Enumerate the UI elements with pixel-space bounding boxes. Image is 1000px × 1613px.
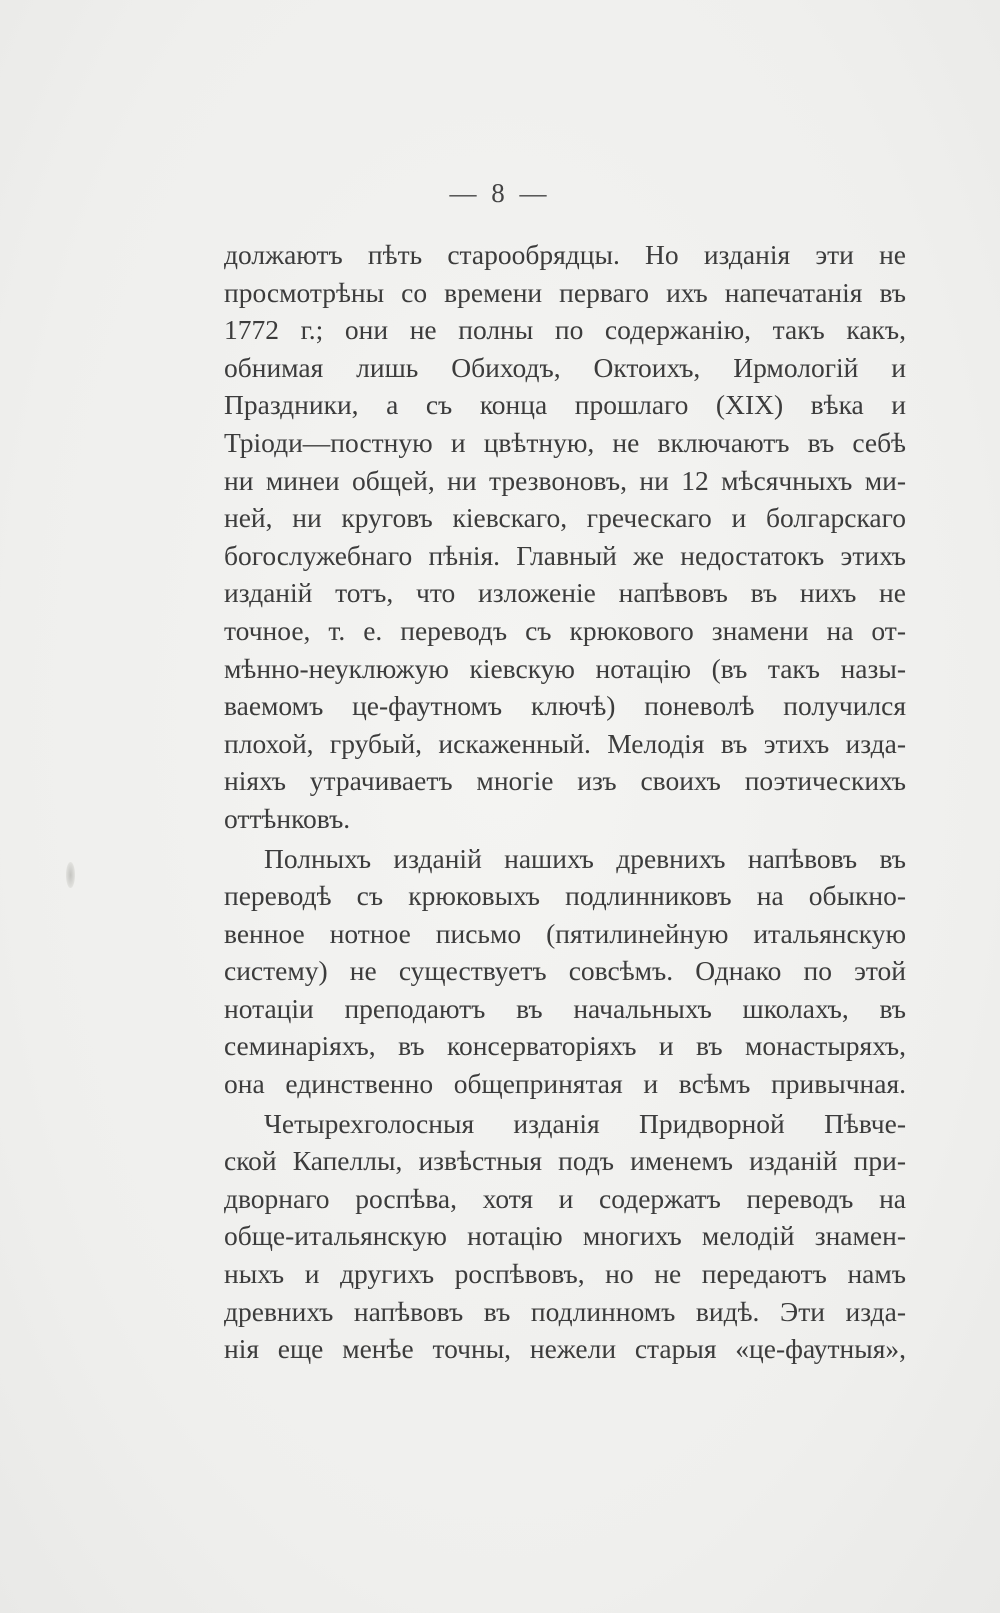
text-line: Праздники, а съ конца прошлаго (XIX) вѣка и	[224, 389, 906, 421]
text-line: Тріоди—постную и цвѣтную, не включаютъ въ себѣ	[224, 426, 906, 458]
text-line: ской Капеллы, извѣстныя подъ именемъ изданій при-	[224, 1145, 906, 1177]
text-line: 1772 г.; они не полны по содержанію, такъ какъ,	[224, 314, 906, 346]
text-line: просмотрѣны со времени перваго ихъ напечатанія въ	[224, 276, 906, 308]
text-line: систему) не существуетъ совсѣмъ. Однако по этой	[224, 955, 906, 987]
body-text	[224, 236, 906, 1368]
text-line: нія еще менѣе точны, нежели старыя «це-фаутныя»,	[224, 1333, 906, 1365]
text-line: мѣнно-неуклюжую кіевскую нотацію (въ такъ назы-	[224, 652, 906, 684]
text-line: должаютъ пѣть старообрядцы. Но изданія эти не	[224, 239, 906, 270]
text-line: обнимая лишь Обиходъ, Октоихъ, Ирмологій и	[224, 351, 906, 383]
text-line: семинаріяхъ, въ консерваторіяхъ и въ монастыряхъ,	[224, 1030, 906, 1062]
text-line: оттѣнковъ.	[224, 802, 351, 834]
page-number: — 8 —	[449, 178, 551, 208]
text-line: ныхъ и другихъ роспѣвовъ, но не передаютъ намъ	[224, 1258, 906, 1290]
text-line: плохой, грубый, искаженный. Мелодія въ этихъ изда-	[224, 727, 906, 759]
text-line: она единственно общепринятая и всѣмъ привычная.	[224, 1068, 906, 1100]
text-line: переводѣ съ крюковыхъ подлинниковъ на обыкно-	[224, 880, 906, 912]
text-line: ней, ни круговъ кіевскаго, греческаго и болгарскаго	[224, 502, 906, 534]
paragraph-1	[224, 236, 906, 838]
text-line: изданій тотъ, что изложеніе напѣвовъ въ нихъ не	[224, 577, 906, 609]
text-line: точное, т. е. переводъ съ крюкового знамени на от-	[224, 614, 906, 646]
text-line: Полныхъ изданій нашихъ древнихъ напѣвовъ въ	[264, 842, 906, 874]
paper-smudge	[66, 862, 75, 888]
text-line: Четырехголосныя изданія Придворной Пѣвче-	[264, 1107, 906, 1139]
text-line: ніяхъ утрачиваетъ многіе изъ своихъ поэтическихъ	[224, 765, 906, 797]
text-line: ваемомъ це-фаутномъ ключѣ) поневолѣ получился	[224, 690, 906, 722]
text-line: венное нотное письмо (пятилинейную итальянскую	[224, 917, 906, 949]
paragraph-3	[224, 1105, 906, 1368]
text-line: древнихъ напѣвовъ въ подлинномъ видѣ. Эти изда-	[224, 1295, 906, 1327]
text-line: обще-итальянскую нотацію многихъ мелодій знамен-	[224, 1220, 906, 1252]
text-line: ни минеи общей, ни трезвоновъ, ни 12 мѣсячныхъ ми-	[224, 464, 906, 496]
text-line: нотаціи преподаютъ въ начальныхъ школахъ, въ	[224, 992, 906, 1024]
paragraph-2	[224, 840, 906, 1103]
text-line: дворнаго роспѣва, хотя и содержатъ переводъ на	[224, 1182, 906, 1214]
text-line: богослужебнаго пѣнія. Главный же недостатокъ этихъ	[224, 539, 906, 571]
